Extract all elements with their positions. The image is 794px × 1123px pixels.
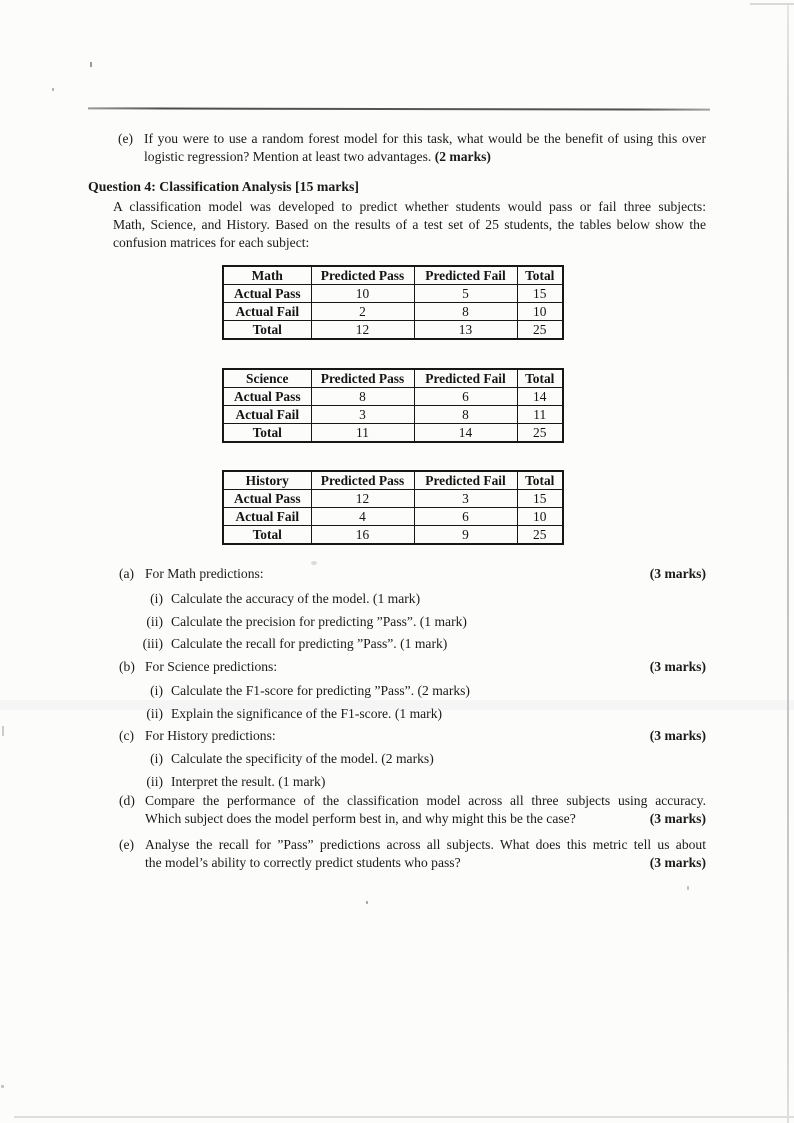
confusion-matrix-history: [222, 470, 564, 545]
table-row: [223, 303, 563, 321]
row-label-cell: Actual Pass: [223, 285, 311, 303]
confusion-matrix-table: [222, 265, 564, 340]
sub-number: (i): [150, 683, 163, 698]
table-row: [223, 526, 563, 545]
scan-band-artifact: [0, 700, 794, 710]
sub-number: (i): [150, 591, 163, 606]
sub-text: Calculate the precision for predicting ”Pass”. (1 mark): [171, 614, 467, 629]
part-text-line1: Compare the performance of the classification model across all three subjects using accuracy.: [145, 793, 706, 808]
part-label: (a): [119, 566, 135, 581]
part-b: [119, 658, 706, 676]
sub-number: (ii): [146, 614, 163, 629]
table-row: [223, 490, 563, 508]
header-cell: Math: [223, 266, 311, 285]
scan-speck: [90, 62, 92, 67]
header-cell: Predicted Pass: [311, 369, 414, 388]
marks-label: (3 marks): [649, 659, 706, 674]
table-row: [223, 388, 563, 406]
row-label-cell: Actual Pass: [223, 388, 311, 406]
table-cell: 12: [311, 490, 414, 508]
part-b-sub-i: [119, 682, 706, 700]
header-cell: Science: [223, 369, 311, 388]
part-text: For Science predictions:: [145, 659, 278, 674]
sub-text: Interpret the result. (1 mark): [171, 774, 326, 789]
part-text: For History predictions:: [145, 728, 276, 743]
row-label-cell: Actual Fail: [223, 406, 311, 424]
row-label-cell: Total: [223, 321, 311, 340]
part-label: (c): [119, 728, 135, 743]
part-text: For Math predictions:: [145, 566, 264, 581]
part-e: [119, 836, 706, 872]
top-horizontal-rule: [88, 107, 710, 110]
confusion-matrix-math: [222, 265, 564, 340]
scan-speck: [1, 1085, 4, 1088]
table-cell: 16: [311, 526, 414, 545]
question-intro: [113, 198, 706, 252]
part-a-sub-iii: [119, 635, 706, 653]
table-cell: 4: [311, 508, 414, 526]
table-cell: 10: [517, 508, 563, 526]
table-cell: 15: [517, 285, 563, 303]
header-cell: History: [223, 471, 311, 490]
prev-question-item-e: [118, 130, 706, 166]
table-header-row: [223, 471, 563, 490]
part-label: (e): [119, 837, 135, 852]
confusion-matrix-science: [222, 368, 564, 443]
part-d: [119, 792, 706, 828]
table-cell: 12: [311, 321, 414, 340]
table-cell: 5: [414, 285, 517, 303]
scan-speck: [2, 726, 4, 736]
item-text-line2: [144, 148, 706, 166]
header-cell: Predicted Fail: [414, 369, 517, 388]
row-label-cell: Actual Fail: [223, 508, 311, 526]
table-row: [223, 424, 563, 443]
marks-label: (3 marks): [649, 855, 706, 870]
table-cell: 10: [311, 285, 414, 303]
scan-edge-artifact: [14, 1116, 794, 1118]
intro-line1: A classification model was developed to predict whether students would pass or fail three subjects:: [113, 199, 706, 214]
table-cell: 3: [311, 406, 414, 424]
sub-text: Calculate the F1-score for predicting ”Pass”. (2 marks): [171, 683, 470, 698]
table-cell: 15: [517, 490, 563, 508]
table-row: [223, 321, 563, 340]
header-cell: Predicted Pass: [311, 266, 414, 285]
scan-speck: [311, 561, 317, 565]
scan-speck: [366, 901, 368, 904]
part-a-sub-ii: [119, 613, 706, 631]
table-cell: 25: [517, 424, 563, 443]
scan-speck: [52, 88, 54, 91]
header-cell: Total: [517, 266, 563, 285]
table-cell: 8: [414, 303, 517, 321]
table-cell: 14: [517, 388, 563, 406]
row-label-cell: Actual Fail: [223, 303, 311, 321]
scan-edge-artifact: [787, 5, 789, 1123]
table-cell: 25: [517, 526, 563, 545]
part-text-line2: the model’s ability to correctly predict students who pass?: [145, 855, 461, 870]
table-row: [223, 508, 563, 526]
part-c-sub-ii: [119, 773, 706, 791]
sub-text: Calculate the recall for predicting ”Pass”. (1 mark): [171, 636, 448, 651]
table-row: [223, 406, 563, 424]
sub-number: (ii): [146, 706, 163, 721]
confusion-matrix-table: [222, 368, 564, 443]
table-cell: 11: [517, 406, 563, 424]
part-c: [119, 727, 706, 745]
header-cell: Total: [517, 471, 563, 490]
header-cell: Total: [517, 369, 563, 388]
table-cell: 14: [414, 424, 517, 443]
sub-text: Explain the significance of the F1-score. (1 mark): [171, 706, 443, 721]
row-label-cell: Total: [223, 526, 311, 545]
item-text: logistic regression? Mention at least two advantages.: [144, 149, 432, 164]
table-cell: 8: [414, 406, 517, 424]
table-cell: 6: [414, 508, 517, 526]
table-header-row: [223, 266, 563, 285]
sub-text: Calculate the specificity of the model. (2 marks): [171, 751, 434, 766]
table-cell: 8: [311, 388, 414, 406]
part-a: [119, 565, 706, 583]
table-header-row: [223, 369, 563, 388]
header-cell: Predicted Fail: [414, 471, 517, 490]
marks-label: (2 marks): [434, 149, 491, 164]
part-c-sub-i: [119, 750, 706, 768]
row-label-cell: Actual Pass: [223, 490, 311, 508]
item-text-line1: If you were to use a random forest model for this task, what would be the benefit of using this over: [144, 131, 706, 146]
intro-line3: confusion matrices for each subject:: [113, 235, 310, 250]
confusion-matrix-table: [222, 470, 564, 545]
table-cell: 13: [414, 321, 517, 340]
marks-label: (3 marks): [649, 728, 706, 743]
scan-speck: [687, 886, 689, 890]
table-cell: 6: [414, 388, 517, 406]
header-cell: Predicted Pass: [311, 471, 414, 490]
table-cell: 2: [311, 303, 414, 321]
part-a-sub-i: [119, 590, 706, 608]
table-cell: 9: [414, 526, 517, 545]
question-heading: Question 4: Classification Analysis [15 marks]: [88, 179, 359, 194]
sub-number: (i): [150, 751, 163, 766]
item-label: (e): [118, 131, 134, 146]
part-label: (b): [119, 659, 135, 674]
table-cell: 10: [517, 303, 563, 321]
table-row: [223, 285, 563, 303]
marks-label: (3 marks): [649, 566, 706, 581]
sub-number: (iii): [142, 636, 163, 651]
part-text-line2: Which subject does the model perform best in, and why might this be the case?: [145, 811, 576, 826]
sub-number: (ii): [146, 774, 163, 789]
marks-label: (3 marks): [649, 811, 706, 826]
intro-line2: Math, Science, and History. Based on the results of a test set of 25 students, the tables below show the: [113, 217, 706, 232]
part-label: (d): [119, 793, 135, 808]
table-cell: 3: [414, 490, 517, 508]
part-text-line1: Analyse the recall for ”Pass” predictions across all subjects. What does this metric tell us about: [145, 837, 706, 852]
sub-text: Calculate the accuracy of the model. (1 mark): [171, 591, 421, 606]
scan-edge-artifact: [750, 3, 794, 5]
header-cell: Predicted Fail: [414, 266, 517, 285]
table-cell: 25: [517, 321, 563, 340]
table-cell: 11: [311, 424, 414, 443]
row-label-cell: Total: [223, 424, 311, 443]
